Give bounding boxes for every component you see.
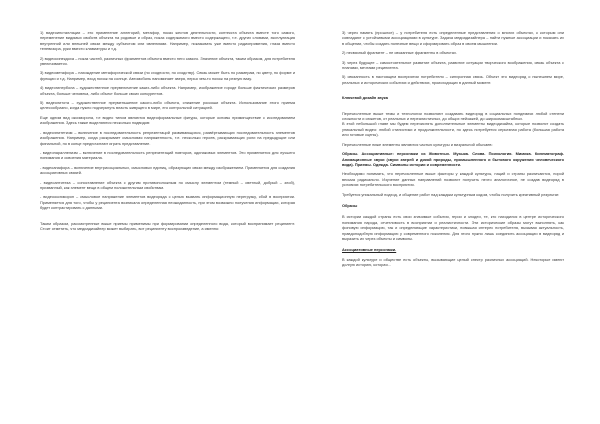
paragraph-subitem-4: - видеоантитеза – сопоставление объекта с другим противоположным по смыслу элементом (темный – светлый, добрый – злой), призванный, как элемент вещи в общем положительным свойствам. — [40, 179, 295, 190]
paragraph-body-5: Требуется уникальный подход, и общение работ над каждым культурным кодом, чтобы получить креативный результат. — [342, 191, 560, 197]
paragraph-intro: Еще одним вид оксиморона, т.е видео типом являются видеоформальные фигуры, которые основы приминществие с исследованием изображения. Здесь также выделяются несколько подвидов: — [40, 114, 295, 126]
paragraph-item-1: 1) видеоинсталляции – это применение аллегорий, метафор, показ жестов деятельности, контекста объекта вместе того самого, переменение видимых свойств объекта на родовые и образ, показ содержимого вместо содержащего, т.е. других словами, эксплуатация внутренний или внешней связи между субъектом или явлениями. Например, показывать уже вместо радиопримения, глаза вместо телевизора, руки вместо клавиатуры и т.д. — [40, 30, 295, 52]
paragraph-subitem-2: - видеопараллелизм – включение в последовательность репрезентаций повторов, одинаковых элементов. Это применяется для лучшего понимания и освоения материала. — [40, 149, 295, 161]
paragraph-item-future: 3) через будущее – самостоятельное развитие объекта, развитие ситуации творческого воображения, связь объекта с планами, мечтами реципиента. — [342, 59, 564, 71]
left-column — [40, 30, 295, 231]
section-heading-characters: Ассоциативные персонажи. — [342, 247, 397, 253]
paragraph-item-4: 4) видеогипербола – художественное преувеличение каких-либо объекта. Например, изображение городе больше фактических размеров объекта, больше человека, либо объект больше своих конкурентов. — [40, 85, 295, 96]
paragraph-item-present: 5) связанность в настоящем восприятии потребителя – синхронная связь. Объект это видеоряд о нынешнем мире, реальных и исторических событиях и действиях, происходящих в данный момент. — [342, 74, 564, 85]
section-heading-sound: Ключевой дизайн звука — [342, 95, 388, 101]
paragraph-body-7: В каждой культуре и обществе есть объекты, вызывающие целый спектр различных ассоциаций. Некоторые имеют долгую историю, которая... — [342, 256, 564, 268]
paragraph-item-3: 3) видеометафора – нахождение метафорической связи (по сходности, по сходству). Связь может быть по размерам, по цвету, по форме и функции и т.д. Например, вход похож на солнце. Автомобиль напоминает зверя, перья чем-то похож на резную вазу. — [40, 70, 295, 81]
paragraph-body-6: В истории каждой страны есть свои значимые события, герои и злодеи, те, кто находился в центре исторического понимания народа, отчетливость в восприятии и реалистичности. Эти исторические образы могут выполнять, как фоновую информацию, так и определяющие характеристики, повышая интерес потребителя, вызывая актуальность, правдоподобную информацию у современного поколения. Для этого нужно лишь соединить ассоциации в видеоряд и выразить их через объекты и символы. — [342, 214, 564, 241]
right-column — [342, 30, 564, 268]
paragraph-item-5: 5) видеолитота – художественное преуменьшение какого-либо объекта, снижение роскоши объекта. Использование этого приема целесообразно, когда нужно подчеркнуть власть живущего в мире, его контрольной ситуацией. — [40, 100, 295, 111]
paragraph-subitem-3: - видеоанафора – включение внутрисоциальных, смысловых единиц, образующих связи между изображением. Применяется для создания ассоциативных связей. — [40, 164, 295, 176]
paragraph-subitem-5: - видеооксюморон – смысловое напряжение элементов видеоряда с целью вызвать информационную перегрузку, сбой в восприятии. Применяется для того, чтобы у реципиента возникала определенная неожиданность, при этом возможно получения информации, которая будет контрастировать с данными. — [40, 194, 295, 211]
paragraph-body-2: В этой небольшой главе мы будем перечислять дополнительные элементы видеодизайна, которые позволят создать уникальный видео: любой стилистики и продолжительности, но здесь потребуется серьезная работа (большая работа или готовые сцены). — [342, 121, 564, 138]
paragraph-body-4: Необходимо понимать, что перечисленные выше факторы у каждой культуры, наций и страны различаются, порой весьма радикально. Изучение данных направлений позволит получить нечто аналогичное, не создав видеоряд в условиях потребительского восприятия. — [342, 171, 564, 188]
paragraph-conclusion: Таким образом, рассмотренные выше приемы применимы при формировании определенного вида, который воспринимает реципиент. Стоит отметить, что медиадизайнер может выбирать, вот реципиенту воспроизведение, а именно: — [40, 220, 295, 231]
paragraph-body-3: Перечисленные ниже элементы являются частью культуры и визуальной обычаев: — [342, 141, 493, 147]
paragraph-item-fragment: 2) несвязный фрагмент – не связанные фрагменты в объектах. — [342, 50, 457, 56]
section-heading-images: Образы — [342, 202, 358, 208]
paragraph-body-1: Перечисленные выше темы и технологии позволяют создавать видеоряд в социальных пондемиях любой степени сложности и сюжетов, от реальных и нереалистичных, до общих пейзажей, до широкомасштабных. — [342, 110, 564, 122]
paragraph-item-2: 2) видеосинекдоха – показ частей, различных фрагментов объекта вместо него самого. Значение объекта, таким образом, для потребителя увеличивается. — [40, 55, 295, 67]
paragraph-subitem-1: - видеоэпитетизм – включение в последовательность репрезентаций развивающихся, развёртывающих последовательность элементов изображения. Например, когда раскрывает смысловая напряженность, т.е. несколько героев, раскрывающих роли на предыдущие или финальной, но в конце предпочитают играть представление. — [40, 129, 295, 146]
paragraph-elements-list: Образы. Ассоциативные: персонажи из Животных. Музыка. Слова. Психология. Мимика. Кинематограф. Анимационные звуки (звуки зверей и дикой природы, промышленного и бытового окружения человеческого вида). Приемы. Одежда. Символы истории и современности. — [342, 151, 564, 167]
paragraph-item-3-memory: 3) через память (прошлое) – у потребителя есть определенные представления о многих объектах, к которым они совпадают с устойчивыми ассоциациями в культуре. Задача медиадизайнера – найти нужные ассоциации и показать их в общении, чтобы создать полезные вещи и сформировать образ в своем мышлении. — [342, 30, 564, 46]
